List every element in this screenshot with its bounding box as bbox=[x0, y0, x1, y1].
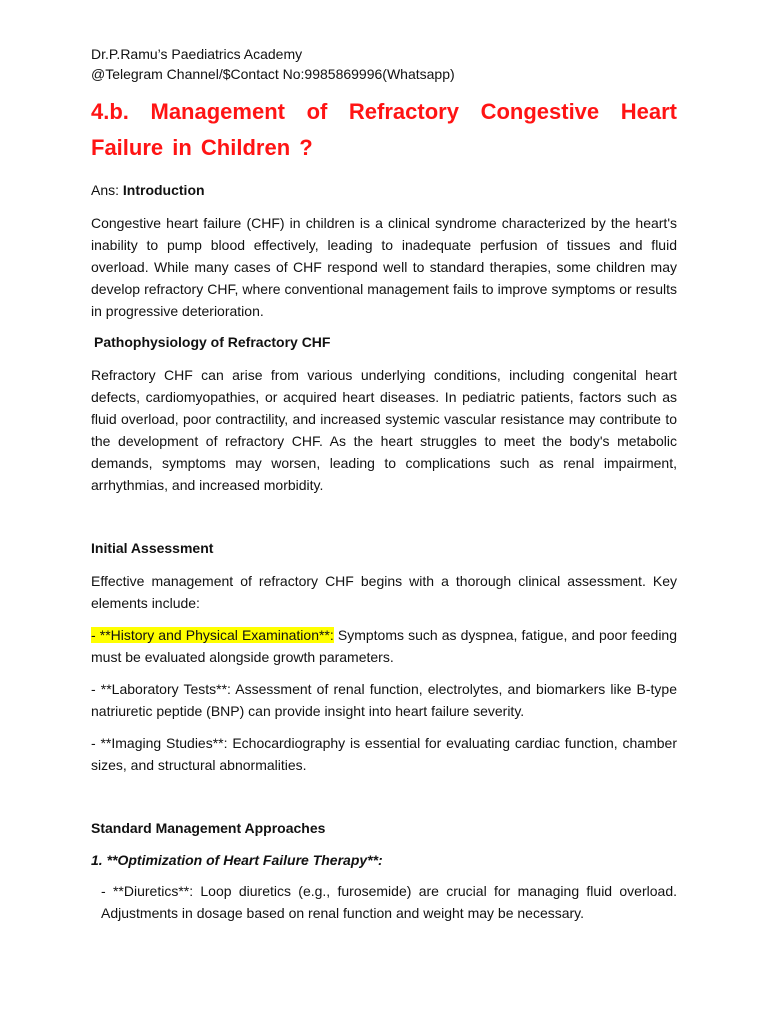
standard-management-heading: Standard Management Approaches bbox=[91, 820, 326, 836]
document-page bbox=[91, 44, 677, 934]
optimization-subheading: 1. **Optimization of Heart Failure Therapy**: bbox=[91, 852, 383, 868]
answer-prefix: Ans: bbox=[91, 182, 123, 198]
section-spacer bbox=[91, 506, 677, 538]
initial-assessment-paragraph: Effective management of refractory CHF begins with a thorough clinical assessment. Key elements include: bbox=[91, 573, 677, 611]
intro-paragraph: Congestive heart failure (CHF) in children is a clinical syndrome characterized by the heart's inability to pump blood effectively, leading to inadequate perfusion of tissues and fluid overload. While many cases of CHF respond well to standard therapies, some children may develop refractory CHF, where conventional management fails to improve symptoms or results in progressive deterioration. bbox=[91, 215, 677, 319]
introduction-heading: Introduction bbox=[122, 182, 205, 198]
pathophysiology-paragraph: Refractory CHF can arise from various underlying conditions, including congenital heart defects, cardiomyopathies, or acquired heart diseases. In pediatric patients, factors such as fluid overload, poor contractility, and increased systemic vascular resistance may contribute to the development of refractory CHF. As the heart struggles to meet the body's metabolic demands, symptoms may worsen, leading to complications such as renal impairment, arrhythmias, and increased morbidity. bbox=[91, 367, 677, 493]
answer-line bbox=[91, 180, 677, 200]
academy-name: Dr.P.Ramu’s Paediatrics Academy bbox=[91, 46, 303, 62]
initial-assessment-heading: Initial Assessment bbox=[91, 540, 214, 556]
contact-line: @Telegram Channel/$Contact No:9985869996(Whatsapp) bbox=[91, 66, 455, 82]
assessment-item-laboratory: - **Laboratory Tests**: Assessment of renal function, electrolytes, and biomarkers like B-type natriuretic peptide (BNP) can provide insight into heart failure severity. bbox=[91, 681, 677, 719]
section-spacer bbox=[91, 786, 677, 818]
assessment-item-history bbox=[91, 624, 677, 668]
diuretics-paragraph: - **Diuretics**: Loop diuretics (e.g., furosemide) are crucial for managing fluid overload. Adjustments in dosage based on renal function and weight may be necessary. bbox=[101, 883, 677, 921]
assessment-item-imaging: - **Imaging Studies**: Echocardiography is essential for evaluating cardiac function, chamber sizes, and structural abnormalities. bbox=[91, 735, 677, 773]
assessment-item-text: Symptoms such as dyspnea, fatigue, and poor feeding must be evaluated alongside growth parameters. bbox=[91, 627, 677, 665]
highlighted-text: - **History and Physical Examination**: bbox=[91, 627, 334, 643]
page-title: 4.b. Management of Refractory Congestive Heart Failure in Children ? bbox=[91, 99, 677, 160]
pathophysiology-heading: Pathophysiology of Refractory CHF bbox=[94, 334, 331, 350]
